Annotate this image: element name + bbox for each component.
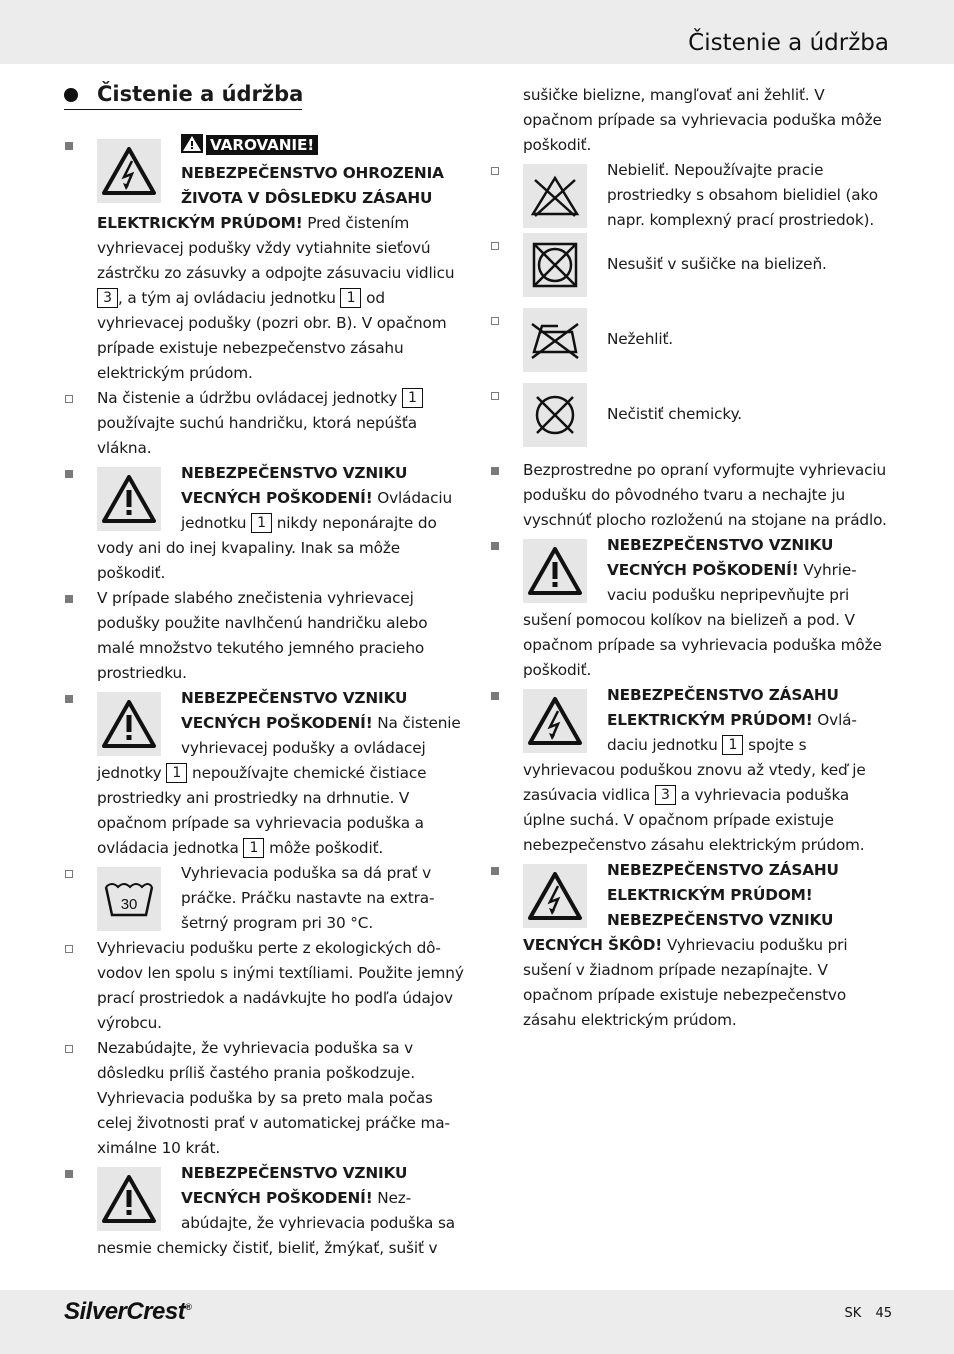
reference-number: 3 — [655, 785, 676, 805]
item-text: Bezprostredne po opraní vyformujte vyhrievaciu podušku do pôvodného tvaru a nechajte ju vyschnúť plocho rozloženú na stojane na prádlo. — [523, 461, 887, 529]
list-item — [97, 461, 465, 586]
item-text: Pred čistením vyhrievacej podušky vždy vytiahnite sieťovú zástrčku zo zásuvky a odpojte zásuvaciu vidlicu — [97, 214, 455, 282]
item-text: Vyhrievacia poduška sa dá prať v práčke. Práčku nastavte na extrašetrný program pri 30 °C. — [181, 864, 435, 932]
section-heading — [64, 80, 302, 110]
list-item — [97, 386, 465, 461]
hazard-heading: NEBEZPEČENSTVO VZNIKU VECNÝCH POŠKODENÍ! — [181, 464, 408, 507]
hazard-heading: NEBEZPEČENSTVO ZÁSAHU ELEKTRICKÝM PRÚDOM! NEBEZPEČENSTVO VZNIKU VECNÝCH ŠKÔD! — [523, 861, 839, 954]
item-text: Vyhrievaciu podušku nepripevňujte pri sušení pomocou kolíkov na bielizeň a pod. V opačnom prípade sa vyhrievacia poduška môže poškodiť. — [523, 561, 882, 679]
bullet-square — [491, 467, 499, 475]
list-item — [97, 936, 465, 1036]
right-column — [523, 83, 891, 1033]
warning-icon — [97, 467, 161, 531]
item-text: Ovládaciu jednotku — [607, 711, 857, 754]
reference-number: 1 — [243, 838, 264, 858]
warning-icon — [523, 539, 587, 603]
item-text: Nesušiť v sušičke na bielizeň. — [607, 255, 827, 273]
electric-hazard-icon — [97, 139, 161, 203]
item-text: nepoužívajte chemické čistiace prostriedky ani prostriedky na drhnutie. V opačnom prípade sa vyhrievacia poduška a ovládacia jednotka — [97, 764, 427, 857]
list-item — [523, 233, 891, 308]
list-item — [523, 158, 891, 233]
bullet-square — [491, 317, 499, 325]
hazard-heading: NEBEZPEČENSTVO VZNIKU VECNÝCH POŠKODENÍ! — [181, 689, 408, 732]
wash-temperature: 30 — [120, 896, 138, 913]
brand-logo: SilverCrest® — [64, 1298, 192, 1325]
bullet-square — [65, 945, 73, 953]
item-text: sušičke bielizne, mangľovať ani žehliť. V opačnom prípade sa vyhrievacia poduška môže poškodiť. — [523, 86, 882, 154]
item-text: nikdy neponárajte do vody ani do inej kvapaliny. Inak sa môže poškodiť. — [97, 514, 437, 582]
warning-icon — [181, 134, 203, 161]
hazard-heading: NEBEZPEČENSTVO VZNIKU VECNÝCH POŠKODENÍ! — [607, 536, 834, 579]
reference-number: 1 — [402, 388, 423, 408]
language-code: SK — [844, 1306, 862, 1321]
list-item — [97, 586, 465, 686]
item-text: Na čistenie vyhrievacej podušky a ovládacej jednotky — [97, 714, 461, 782]
do-not-iron-icon — [523, 308, 587, 372]
section-heading-text: Čistenie a údržba — [97, 82, 304, 106]
item-text: Nebieliť. Nepoužívajte pracie prostriedky s obsahom bielidiel (ako napr. komplexný prací prostriedok). — [607, 161, 878, 229]
bullet-dot — [64, 88, 78, 102]
left-column — [97, 133, 465, 1261]
item-text: a vyhrievacia poduška úplne suchá. V opačnom prípade existuje nebezpečenstvo zásahu elektrickým prúdom. — [523, 786, 865, 854]
list-item — [523, 83, 891, 158]
bullet-square — [65, 695, 73, 703]
item-text: Nezabúdajte, že vyhrievacia poduška sa v dôsledku príliš častého prania poškodzuje. Vyhrievacia poduška by sa preto mala počas celej životnosti prať v automatickej práčke maximálne 10 krát. — [97, 1039, 451, 1157]
bullet-square — [491, 542, 499, 550]
list-item — [97, 686, 465, 861]
warning-label: VAROVANIE! — [206, 135, 318, 155]
item-text: môže poškodiť. — [264, 839, 384, 857]
list-item — [523, 533, 891, 683]
wash-30-icon — [97, 867, 161, 931]
item-text: Ovládaciu jednotku — [181, 489, 453, 532]
warning-icon — [97, 692, 161, 756]
bullet-square — [491, 692, 499, 700]
list-item — [523, 308, 891, 383]
item-text: Vyhrievaciu podušku perte z ekologických dôvodov len spolu s inými textíliami. Použite jemný prací prostriedok a nadávkujte ho podľa údajov výrobcu. — [97, 939, 464, 1032]
page-footer — [845, 1306, 892, 1321]
bullet-square — [491, 242, 499, 250]
hazard-heading: NEBEZPEČENSTVO ZÁSAHU ELEKTRICKÝM PRÚDOM! — [607, 686, 839, 729]
reference-number: 1 — [166, 763, 187, 783]
bullet-square — [491, 867, 499, 875]
list-item — [97, 861, 465, 936]
bullet-square — [65, 1170, 73, 1178]
list-item — [97, 1036, 465, 1161]
item-text: V prípade slabého znečistenia vyhrievacej podušky použite navlhčenú handričku alebo malé množstvo tekutého jemného pracieho prostriedku. — [97, 589, 428, 682]
bullet-square — [65, 395, 73, 403]
reference-number: 1 — [251, 513, 272, 533]
list-item — [97, 133, 465, 386]
bullet-square — [65, 870, 73, 878]
electric-hazard-icon — [523, 689, 587, 753]
item-text: Vyhrievaciu podušku pri sušení v žiadnom prípade nezapínajte. V opačnom prípade existuje nebezpečenstvo zásahu elektrickým prúdom. — [523, 936, 848, 1029]
page-number: 45 — [875, 1306, 892, 1321]
bullet-square — [65, 142, 73, 150]
item-text: , a tým aj ovládaciu jednotku — [118, 289, 341, 307]
item-text: Nečistiť chemicky. — [607, 405, 743, 423]
warning-icon — [97, 1167, 161, 1231]
item-text: spojte s vyhrievacou poduškou znovu až vtedy, keď je zasúvacia vidlica — [523, 736, 866, 804]
list-item — [523, 383, 891, 458]
electric-hazard-icon — [523, 864, 587, 928]
reference-number: 3 — [97, 288, 118, 308]
bullet-square — [65, 1045, 73, 1053]
page-title: Čistenie a údržba — [688, 30, 889, 56]
bullet-square — [65, 595, 73, 603]
do-not-dry-clean-icon — [523, 383, 587, 447]
hazard-heading: NEBEZPEČENSTVO OHROZENIA ŽIVOTA V DÔSLEDKU ZÁSAHU ELEKTRICKÝM PRÚDOM! — [97, 164, 444, 232]
bullet-square — [491, 392, 499, 400]
list-item — [523, 858, 891, 1033]
reference-number: 1 — [340, 288, 361, 308]
do-not-bleach-icon — [523, 164, 587, 228]
brand-name: SilverCrest — [64, 1298, 186, 1325]
reference-number: 1 — [722, 735, 743, 755]
bullet-square — [491, 167, 499, 175]
bullet-square — [65, 470, 73, 478]
list-item — [97, 1161, 465, 1261]
item-text: Na čistenie a údržbu ovládacej jednotky — [97, 389, 402, 407]
item-text: používajte suchú handričku, ktorá nepúšťa vlákna. — [97, 414, 417, 457]
item-text: Nezabúdajte, že vyhrievacia poduška sa nesmie chemicky čistiť, bieliť, žmýkať, sušiť v — [97, 1189, 455, 1257]
item-text: od vyhrievacej podušky (pozri obr. B). V opačnom prípade existuje nebezpečenstvo zásahu elektrickým prúdom. — [97, 289, 447, 382]
item-text: Nežehliť. — [607, 330, 673, 348]
list-item — [523, 683, 891, 858]
list-item — [523, 458, 891, 533]
do-not-tumble-dry-icon — [523, 233, 587, 297]
hazard-heading: NEBEZPEČENSTVO VZNIKU VECNÝCH POŠKODENÍ! — [181, 1164, 408, 1207]
